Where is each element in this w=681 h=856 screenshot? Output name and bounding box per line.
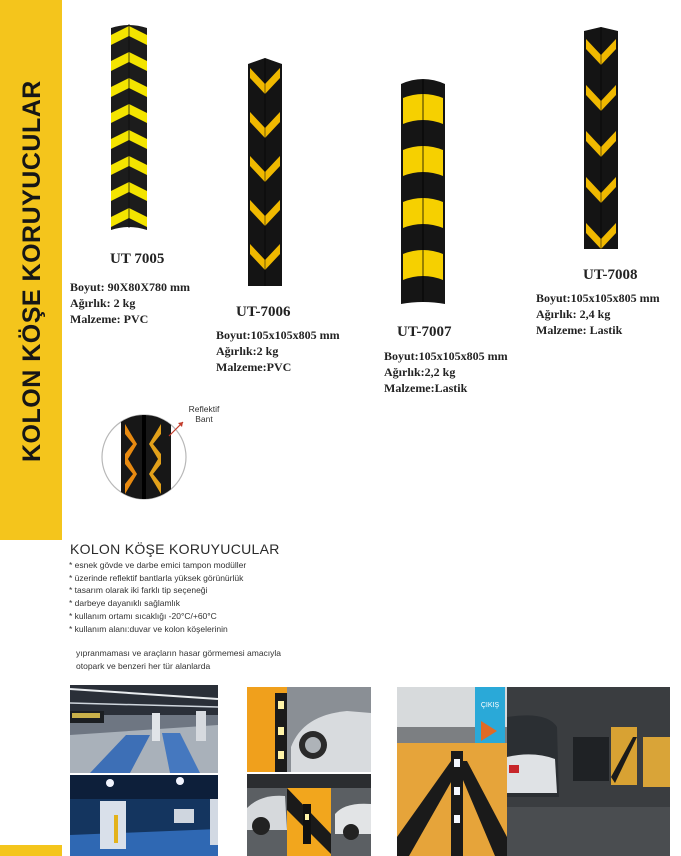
product-image-ut7007 (399, 78, 447, 308)
feature-continuation-line: yıpranmaması ve araçların hasar görmemesi amacıyla (76, 648, 282, 658)
product-code: UT-7007 (397, 324, 452, 340)
feature-item: * üzerinde reflektif bantlarla yüksek görünürlük (69, 572, 319, 585)
product-code: UT-7006 (236, 304, 291, 320)
features-title: KOLON KÖŞE KORUYUCULAR (70, 541, 280, 557)
exit-sign-text: ÇIKIŞ (480, 702, 500, 709)
reflective-band-detail (101, 414, 187, 500)
feature-item: * kullanım ortamı sıcaklığı -20°C/+60°C (69, 610, 319, 623)
product-material: Malzeme: Lastik (536, 323, 623, 337)
features-list (69, 559, 319, 635)
product-image-ut7005 (109, 24, 149, 234)
product-material: Malzeme:PVC (216, 360, 292, 374)
product-specs (216, 327, 340, 375)
product-image-ut7008 (583, 27, 619, 251)
product-material: Malzeme:Lastik (384, 381, 468, 395)
side-band-footer (0, 845, 62, 856)
product-image-ut7006 (247, 58, 283, 288)
product-material: Malzeme: PVC (70, 312, 149, 326)
reflective-label-line2: Bant (195, 414, 213, 424)
photo-parking-garage-1 (70, 685, 218, 773)
product-size: Boyut:105x105x805 mm (536, 291, 660, 305)
feature-continuation-line: otopark ve benzeri her tür alanlarda (76, 660, 211, 671)
feature-continuation (76, 647, 336, 672)
reflective-label-line1: Reflektif (188, 404, 220, 414)
photo-parking-garage-2 (70, 775, 218, 856)
product-code: UT 7005 (110, 251, 165, 267)
feature-item: * kullanım alanı:duvar ve kolon köşelerinin (69, 623, 319, 636)
product-specs (536, 290, 660, 338)
product-specs (70, 279, 190, 327)
product-size: Boyut: 90X80X780 mm (70, 280, 190, 294)
product-size: Boyut:105x105x805 mm (216, 328, 340, 342)
side-title: KOLON KÖŞE KORUYUCULAR (18, 80, 46, 462)
product-size: Boyut:105x105x805 mm (384, 349, 508, 363)
feature-item: * esnek gövde ve darbe emici tampon modüller (69, 559, 319, 572)
side-band-bottom (0, 540, 62, 856)
feature-item: * darbeye dayanıklı sağlamlık (69, 597, 319, 610)
product-weight: Ağırlık:2,2 kg (384, 365, 456, 379)
photo-parking-column (397, 687, 670, 856)
product-code: UT-7008 (583, 267, 638, 283)
product-specs (384, 348, 508, 396)
product-weight: Ağırlık:2 kg (216, 344, 279, 358)
feature-item: * tasarım olarak iki farklı tip seçeneği (69, 584, 319, 597)
reflective-band-label (184, 404, 224, 424)
photo-corner-guard-car-2 (247, 774, 371, 856)
product-weight: Ağırlık: 2,4 kg (536, 307, 611, 321)
photo-corner-guard-car-1 (247, 687, 371, 772)
product-weight: Ağırlık: 2 kg (70, 296, 136, 310)
